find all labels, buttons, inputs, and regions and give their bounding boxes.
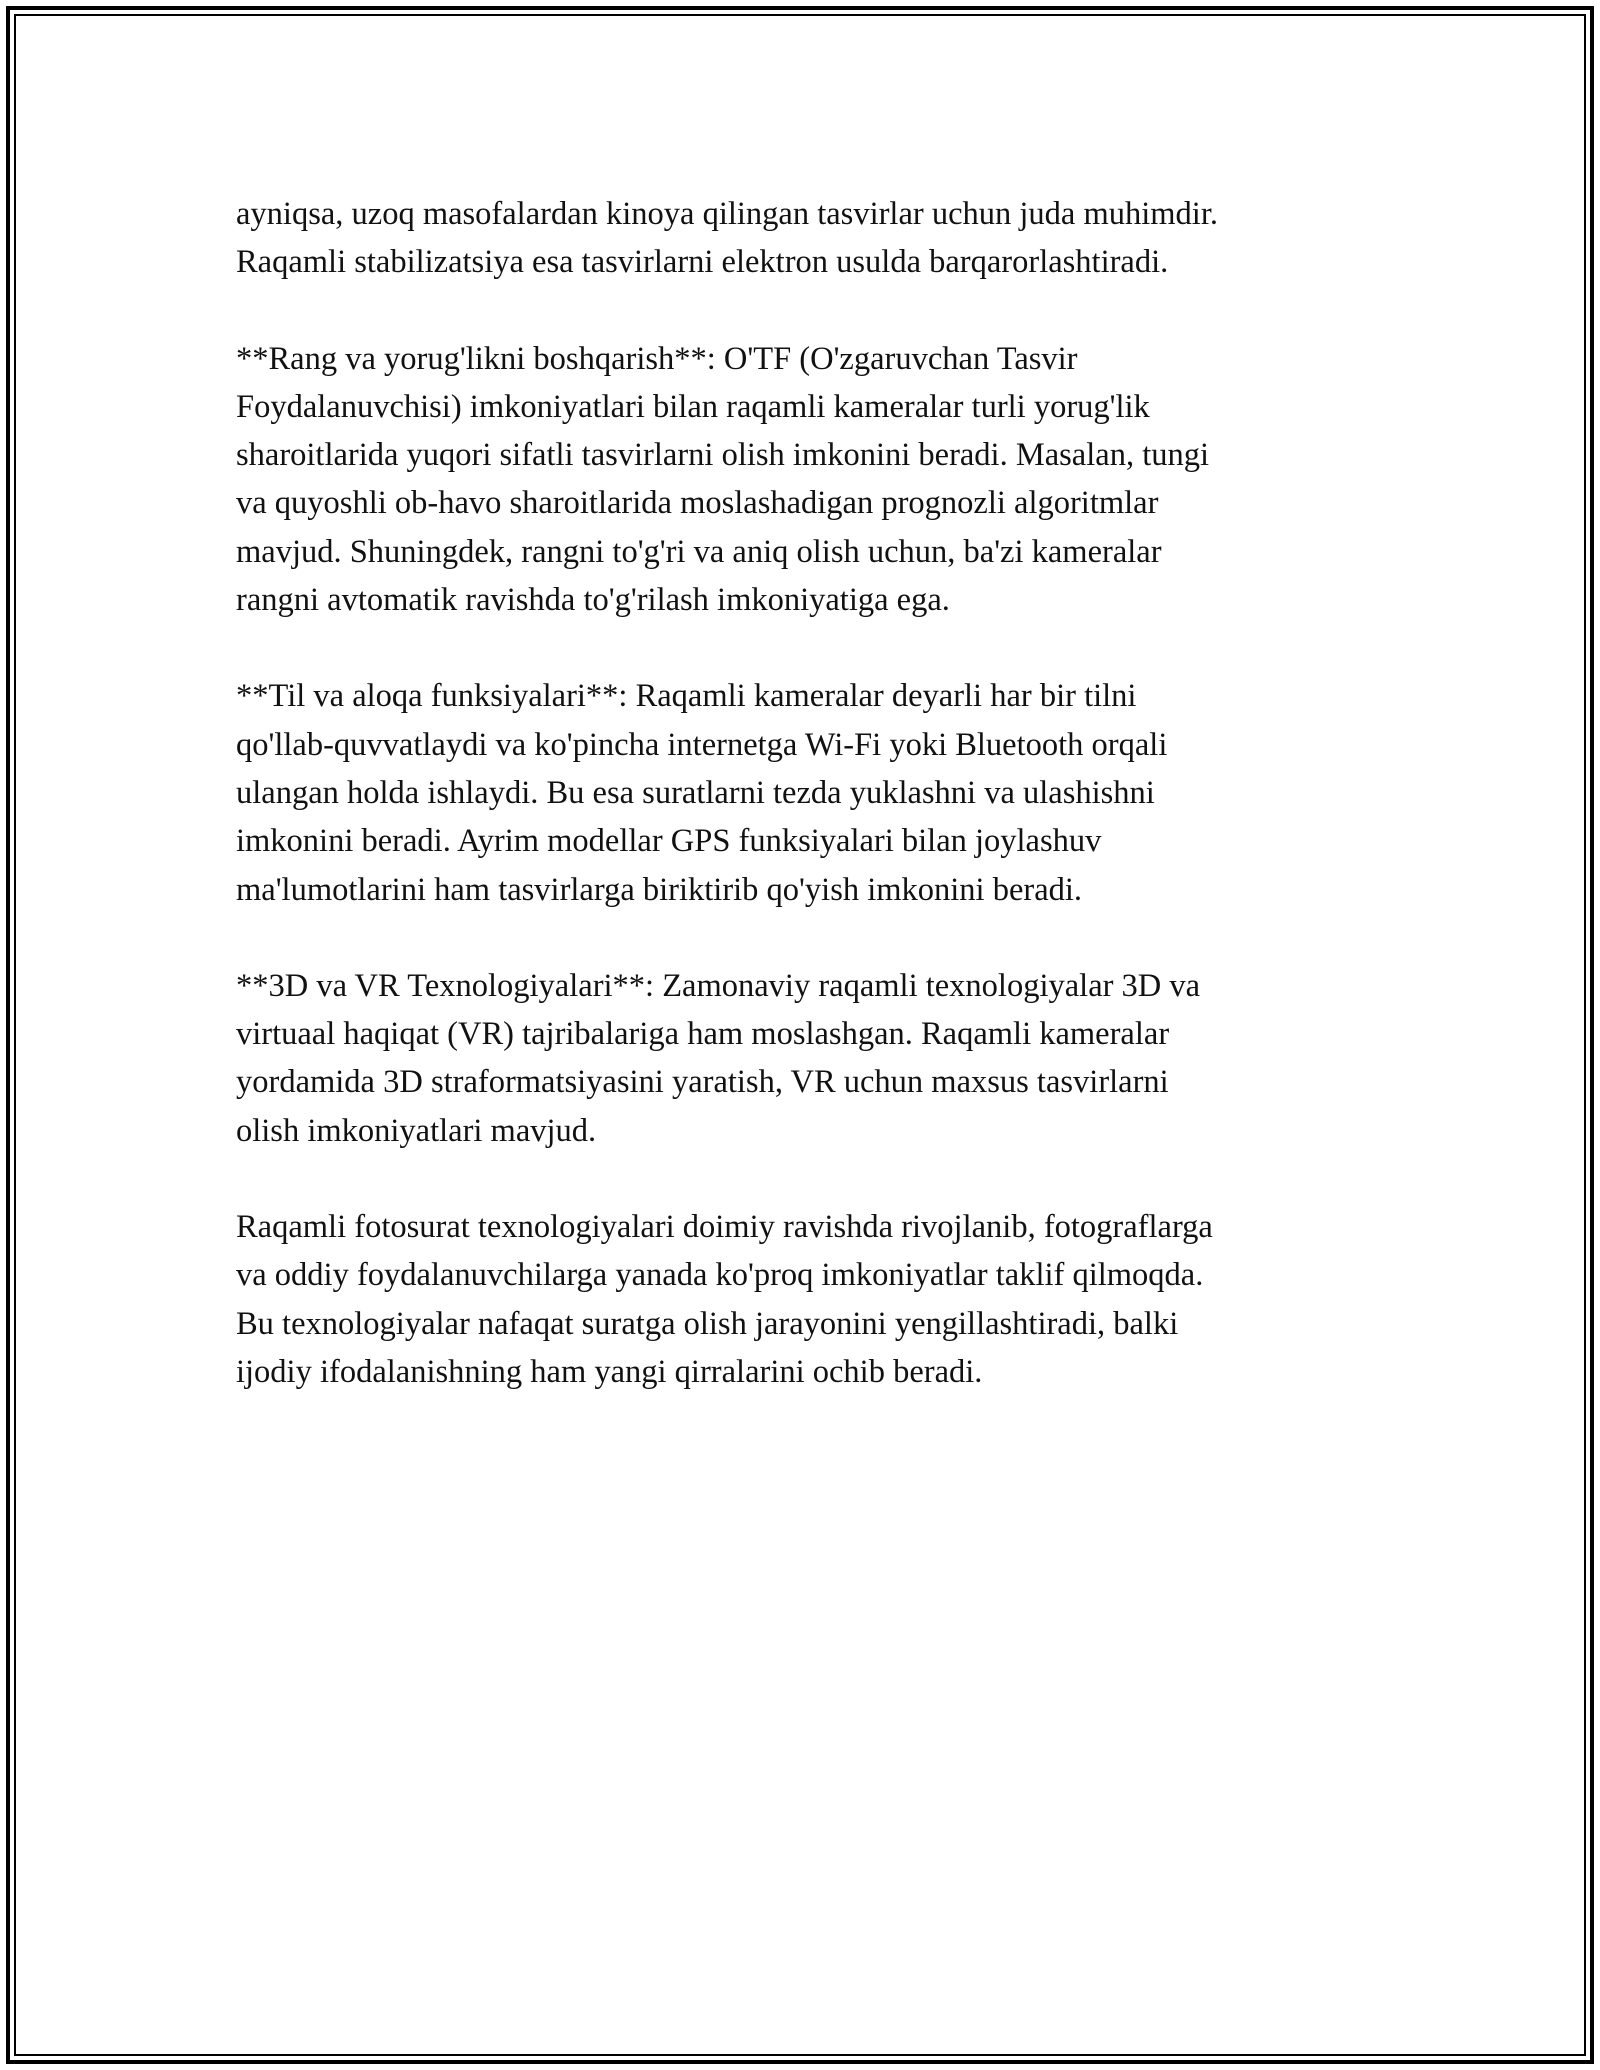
paragraph-color-light-control: **Rang va yorug'likni boshqarish**: O'TF (O'zgaruvchan Tasvir Foydalanuvchisi) imkoniyatlari bilan raqamli kameralar turli yorug'lik sharoitlarida yuqori sifatli tasvirlarni olish imkonini beradi. Masalan, tungi va quyoshli ob-havo sharoitlarida moslashadigan prognozli algoritmlar mavjud. Shuningdek, rangni to'g'ri va aniq olish uchun, ba'zi kameralar rangni avtomatik ravishda to'g'rilash imkoniyatiga ega. <box>236 340 1210 619</box>
document-body <box>236 190 1366 1444</box>
paragraph-stabilization: ayniqsa, uzoq masofalardan kinoya qilingan tasvirlar uchun juda muhimdir. Raqamli stabilizatsiya esa tasvirlarni elektron usulda barqarorlashtiradi. <box>236 196 1218 281</box>
paragraph-language-connectivity: **Til va aloqa funksiyalari**: Raqamli kameralar deyarli har bir tilni qo'llab-quvvatlaydi va ko'pincha internetga Wi-Fi yoki Bluetooth orqali ulangan holda ishlaydi. Bu esa suratlarni tezda yuklashni va ulashishni imkonini beradi. Ayrim modellar GPS funksiyalari bilan joylashuv ma'lumotlarini ham tasvirlarga biriktirib qo'yish imkonini beradi. <box>236 678 1168 908</box>
paragraph-conclusion: Raqamli fotosurat texnologiyalari doimiy ravishda rivojlanib, fotograflarga va oddiy foydalanuvchilarga yanada ko'proq imkoniyatlar taklif qilmoqda. Bu texnologiyalar nafaqat suratga olish jarayonini yengillashtiradi, balki ijodiy ifodalanishning ham yangi qirralarini ochib beradi. <box>236 1209 1213 1390</box>
paragraph-3d-vr: **3D va VR Texnologiyalari**: Zamonaviy raqamli texnologiyalar 3D va virtuaal haqiqat (VR) tajribalariga ham moslashgan. Raqamli kameralar yordamida 3D straformatsiyasini yaratish, VR uchun maxsus tasvirlarni olish imkoniyatlari mavjud. <box>236 967 1201 1149</box>
